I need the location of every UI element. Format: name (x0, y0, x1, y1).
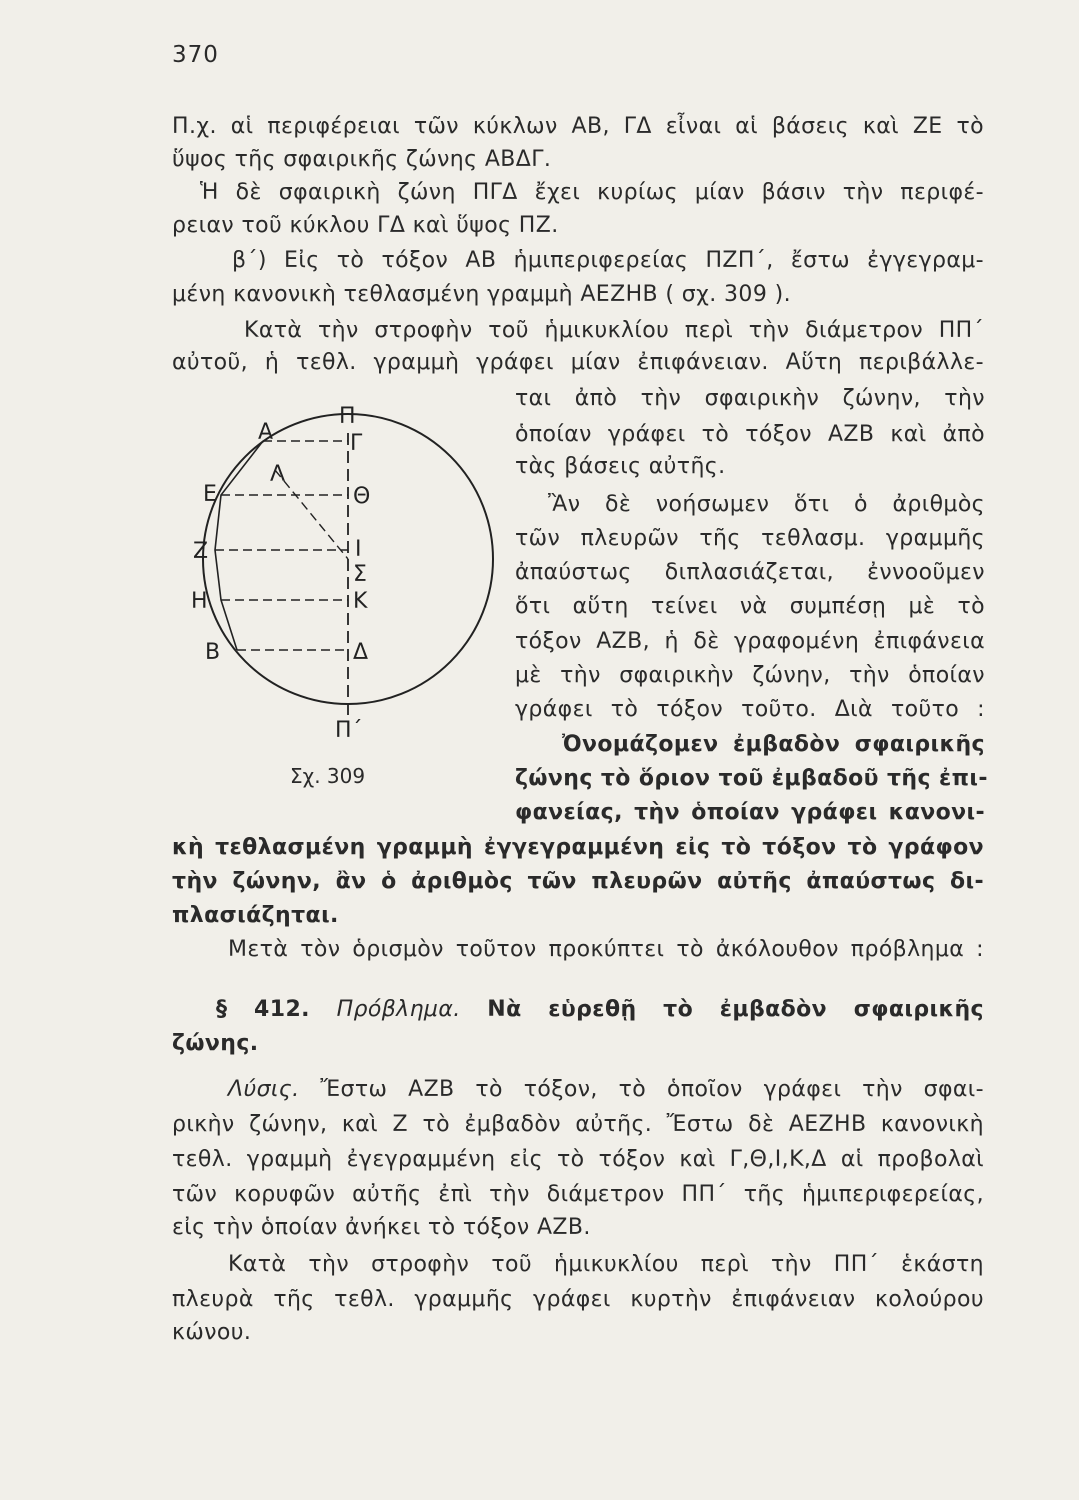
label-TH: Θ (353, 484, 371, 509)
label-E: Ε (203, 482, 217, 507)
label-P: Π (339, 404, 356, 429)
text-line: πλασιάζηται. (172, 903, 339, 928)
label-I: Ι (355, 537, 362, 562)
text-line: μὲ τὴν σφαιρικὴν ζώνην, τὴν ὁποίαν (515, 663, 985, 688)
text-line: ται ἀπὸ τὴν σφαιρικὴν ζώνην, τὴν (515, 386, 985, 411)
section-number: § 412. (216, 997, 310, 1022)
text-line: Ὀνομάζομεν ἐμβαδὸν σφαιρικῆς (562, 732, 985, 757)
label-H: Η (191, 589, 208, 614)
text-line: ρειαν τοῦ κύκλου ΓΔ καὶ ὕψος ΠΖ. (172, 213, 559, 238)
text-line: Ἂν δὲ νοήσωμεν ὅτι ὁ ἀριθμὸς (548, 492, 985, 517)
lysis-label: Λύσις. (228, 1077, 300, 1102)
text-line: β΄) Εἰς τὸ τόξον ΑΒ ἡμιπεριφερείας ΠΖΠ΄, ἔστω ἐγγεγραμ- (232, 248, 984, 273)
text-line: ρικὴν ζώνην, καὶ Ζ τὸ ἐμβαδὸν αὐτῆς. Ἔστω δὲ ΑΕΖΗΒ κανονικὴ (172, 1112, 984, 1137)
text-line: τεθλ. γραμμὴ ἐγεγραμμένη εἰς τὸ τόξον καὶ Γ,Θ,Ι,Κ,Δ αἱ προβολαὶ (172, 1147, 984, 1172)
text-line: φανείας, τὴν ὁποίαν γράφει κανονι- (515, 800, 985, 825)
label-L: Λ (270, 462, 286, 487)
figure-caption: Σχ. 309 (290, 764, 366, 788)
text-line: ὅτι αὕτη τείνει νὰ συμπέσῃ μὲ τὸ (515, 594, 985, 619)
text-line: ὁποίαν γράφει τὸ τόξον ΑΖΒ καὶ ἀπὸ (515, 422, 985, 447)
label-A: Α (258, 420, 274, 445)
text-line: Π.χ. αἱ περιφέρειαι τῶν κύκλων ΑΒ, ΓΔ εἶναι αἱ βάσεις καὶ ΖΕ τὸ (172, 114, 984, 139)
text-line: Κατὰ τὴν στροφὴν τοῦ ἡμικυκλίου περὶ τὴν ΠΠ΄ ἑκάστη (228, 1252, 984, 1277)
text-line: ἀπαύστως διπλασιάζεται, ἐννοοῦμεν (515, 560, 985, 585)
text-line: κὴ τεθλασμένη γραμμὴ ἐγγεγραμμένη εἰς τὸ τόξον τὸ γράφον (172, 835, 984, 860)
figure-309 (185, 395, 495, 743)
page-number: 370 (172, 42, 219, 68)
section-title-italic: Πρόβλημα. (336, 997, 461, 1022)
text-line: τὰς βάσεις αὐτῆς. (515, 454, 726, 479)
label-B: Β (205, 640, 221, 665)
label-S: Σ (353, 562, 367, 587)
label-Z: Ζ (193, 539, 209, 564)
inscribed-polyline (215, 441, 263, 650)
text-line: Κατὰ τὴν στροφὴν τοῦ ἡμικυκλίου περὶ τὴν διάμετρον ΠΠ΄ (244, 318, 984, 343)
text-line: τὴν ζώνην, ἂν ὁ ἀριθμὸς τῶν πλευρῶν αὐτῆς ἀπαύστως δι- (172, 869, 984, 894)
text-line: τῶν κορυφῶν αὐτῆς ἐπὶ τὴν διάμετρον ΠΠ΄ τῆς ἡμιπεριφερείας, (172, 1182, 984, 1207)
figure-diagram (185, 395, 495, 743)
section-heading (216, 995, 984, 1025)
text-line: τῶν πλευρῶν τῆς τεθλασμ. γραμμῆς (515, 526, 985, 551)
apothem-line (275, 470, 348, 559)
text-line: πλευρὰ τῆς τεθλ. γραμμῆς γράφει κυρτὴν ἐπιφάνειαν κολούρου (172, 1287, 984, 1312)
text-line: μένη κανονικὴ τεθλασμένη γραμμὴ ΑΕΖΗΒ ( σχ. 309 ). (172, 282, 791, 307)
label-P-prime: Π΄ (335, 718, 363, 743)
text-line (228, 1075, 984, 1105)
text-line: αὐτοῦ, ἡ τεθλ. γραμμὴ γράφει μίαν ἐπιφάνειαν. Αὕτη περιβάλλε- (172, 350, 984, 375)
text-line: ζώνης τὸ ὅριον τοῦ ἐμβαδοῦ τῆς ἐπι- (515, 766, 988, 791)
text-line: κώνου. (172, 1320, 252, 1345)
text-line: Ἡ δὲ σφαιρικὴ ζώνη ΠΓΔ ἔχει κυρίως μίαν βάσιν τὴν περιφέ- (200, 180, 984, 205)
label-K: Κ (353, 589, 368, 614)
label-D: Δ (353, 640, 369, 665)
text-line: εἰς τὴν ὁποίαν ἀνήκει τὸ τόξον ΑΖΒ. (172, 1215, 591, 1240)
text-line: Μετὰ τὸν ὁρισμὸν τοῦτον προκύπτει τὸ ἀκόλουθον πρόβλημα : (228, 937, 984, 962)
text-line: ζώνης. (172, 1031, 259, 1056)
section-title: Νὰ εὑρεθῇ τὸ ἐμβαδὸν σφαιρικῆς (487, 997, 984, 1022)
lysis-text: Ἔστω ΑΖΒ τὸ τόξον, τὸ ὁποῖον γράφει τὴν σφαι- (320, 1077, 984, 1102)
text-line: ὕψος τῆς σφαιρικῆς ζώνης ΑΒΔΓ. (172, 147, 552, 172)
text-line: τόξον ΑΖΒ, ἡ δὲ γραφομένη ἐπιφάνεια (515, 629, 985, 654)
text-line: γράφει τὸ τόξον τοῦτο. Διὰ τοῦτο : (515, 697, 985, 722)
label-G: Γ (350, 431, 363, 456)
